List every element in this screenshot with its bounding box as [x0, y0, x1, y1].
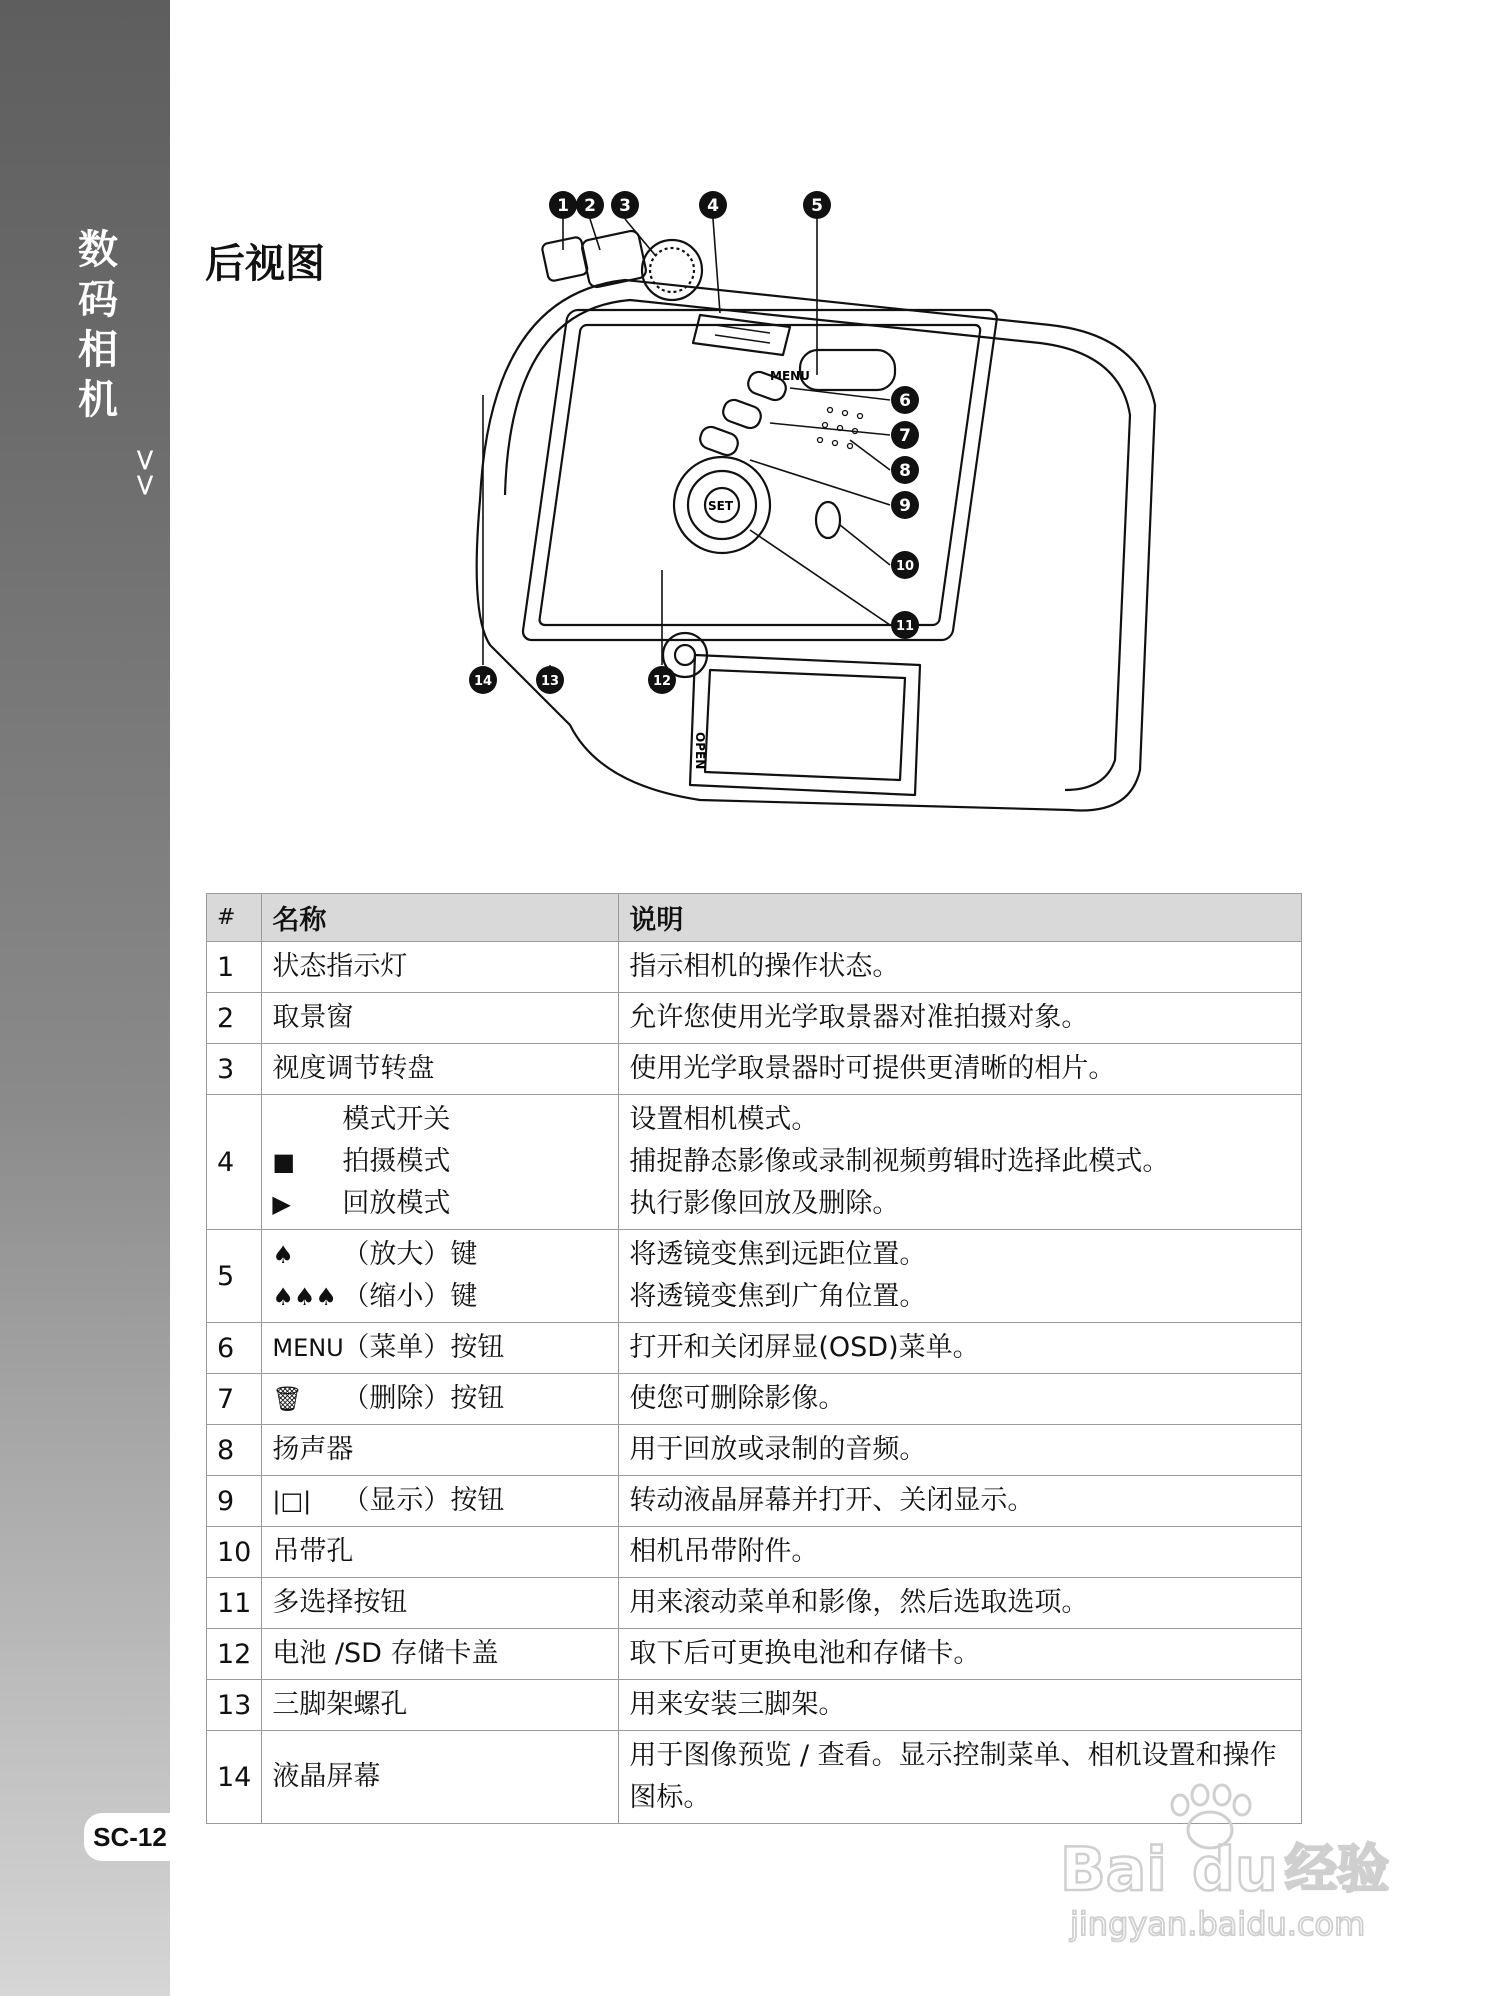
description-text: 打开和关闭屏显(OSD)菜单。 — [629, 1332, 980, 1363]
name-text: 多选择按钮 — [272, 1587, 408, 1618]
name-line — [272, 1531, 608, 1573]
header-description: 说明 — [619, 894, 1302, 942]
name-line — [272, 1099, 608, 1141]
name-text: 视度调节转盘 — [272, 1053, 435, 1084]
baidu-jingyan-watermark — [1060, 1775, 1440, 1945]
description-text: 用于图像预览 / 查看。显示控制菜单、相机设置和操作图标。 — [629, 1740, 1277, 1813]
description-text: 设置相机模式。 — [629, 1104, 819, 1135]
description-text: 用来安装三脚架。 — [629, 1689, 846, 1720]
description-text: 转动液晶屏幕并打开、关闭显示。 — [629, 1485, 1035, 1516]
row-number: 10 — [207, 1527, 262, 1578]
row-name — [262, 1323, 619, 1374]
callout-10 — [891, 551, 919, 579]
description-text: 指示相机的操作状态。 — [629, 951, 900, 982]
table-row — [207, 1680, 1302, 1731]
svg-text:6: 6 — [899, 391, 911, 411]
row-number: 1 — [207, 942, 262, 993]
svg-text:3: 3 — [619, 196, 631, 216]
table-row — [207, 1374, 1302, 1425]
row-description — [619, 1527, 1302, 1578]
row-description — [619, 1425, 1302, 1476]
row-name — [262, 1044, 619, 1095]
row-number: 11 — [207, 1578, 262, 1629]
row-description — [619, 993, 1302, 1044]
description-text: 执行影像回放及删除。 — [629, 1188, 900, 1219]
table-row — [207, 1044, 1302, 1095]
name-text: （放大）键 — [342, 1239, 478, 1270]
name-text: （菜单）按钮 — [342, 1332, 505, 1363]
set-label: SET — [708, 499, 734, 513]
svg-text:13: 13 — [540, 674, 560, 689]
page-number: SC-12 — [84, 1813, 176, 1861]
row-icon: MENU — [272, 1334, 344, 1362]
row-number: 12 — [207, 1629, 262, 1680]
table-body — [207, 942, 1302, 1824]
display-button — [697, 424, 740, 458]
watermark-cn: 经验 — [1285, 1840, 1390, 1900]
description-text: 使您可删除影像。 — [629, 1383, 846, 1414]
name-text: 模式开关 — [342, 1104, 451, 1135]
row-name — [262, 1680, 619, 1731]
viewfinder — [581, 229, 648, 288]
description-text: 用来滚动菜单和影像，然后选取选项。 — [629, 1587, 1089, 1618]
callout-12 — [648, 666, 676, 694]
callout-7 — [891, 421, 919, 449]
row-name — [262, 1629, 619, 1680]
row-description — [619, 1476, 1302, 1527]
name-text: 扬声器 — [272, 1434, 354, 1465]
name-line — [272, 1633, 608, 1675]
row-number: 9 — [207, 1476, 262, 1527]
name-line — [272, 1048, 608, 1090]
header-name: 名称 — [262, 894, 619, 942]
table-row — [207, 942, 1302, 993]
callout-14 — [469, 666, 497, 694]
table-row — [207, 1629, 1302, 1680]
name-text: 电池 /SD 存储卡盖 — [272, 1638, 499, 1669]
svg-text:5: 5 — [811, 196, 823, 216]
description-text: 使用光学取景器时可提供更清晰的相片。 — [629, 1053, 1116, 1084]
row-description — [619, 1230, 1302, 1323]
description-text: 捕捉静态影像或录制视频剪辑时选择此模式。 — [629, 1146, 1170, 1177]
callout-11 — [891, 611, 919, 639]
row-name — [262, 1527, 619, 1578]
description-text: 取下后可更换电池和存储卡。 — [629, 1638, 981, 1669]
callout-8 — [891, 456, 919, 484]
name-text: （删除）按钮 — [342, 1383, 505, 1414]
svg-text:1: 1 — [557, 196, 569, 216]
row-name — [262, 1476, 619, 1527]
svg-text:9: 9 — [899, 496, 911, 516]
row-number: 7 — [207, 1374, 262, 1425]
watermark-brand: Bai — [1060, 1835, 1167, 1905]
row-name — [262, 1425, 619, 1476]
svg-text:7: 7 — [899, 426, 911, 446]
svg-text:11: 11 — [895, 619, 915, 634]
row-number: 2 — [207, 993, 262, 1044]
name-line — [272, 946, 608, 988]
watermark-brand-suffix: du — [1192, 1835, 1278, 1905]
menu-label: MENU — [770, 369, 810, 383]
row-description — [619, 1680, 1302, 1731]
description-text: 将透镜变焦到远距位置。 — [629, 1239, 927, 1270]
name-line — [272, 1141, 608, 1183]
sidebar-title: 数码相机 — [71, 228, 118, 428]
row-icon: ♠ — [272, 1241, 294, 1269]
name-line — [272, 1327, 608, 1369]
row-description — [619, 1044, 1302, 1095]
strap-eyelet — [816, 502, 840, 538]
row-icon: |□| — [272, 1487, 312, 1515]
name-text: （缩小）键 — [342, 1281, 478, 1312]
table-row — [207, 1323, 1302, 1374]
header-number: # — [207, 894, 262, 942]
row-icon: ■ — [272, 1148, 296, 1176]
description-text: 相机吊带附件。 — [629, 1536, 819, 1567]
row-name — [262, 1374, 619, 1425]
name-line — [272, 1480, 608, 1522]
name-line — [272, 1684, 608, 1726]
delete-button — [720, 397, 763, 431]
row-description — [619, 1095, 1302, 1230]
callout-3 — [611, 191, 639, 219]
battery-door — [690, 655, 920, 795]
camera-body — [477, 280, 1155, 811]
row-number: 14 — [207, 1731, 262, 1824]
name-text: 吊带孔 — [272, 1536, 354, 1567]
sidebar-arrows: >> — [127, 447, 163, 498]
zoom-button — [800, 350, 895, 390]
svg-text:8: 8 — [899, 461, 911, 481]
callout-1 — [549, 191, 577, 219]
table-header-row — [207, 894, 1302, 942]
name-text: （显示）按钮 — [342, 1485, 505, 1516]
description-text: 用于回放或录制的音频。 — [629, 1434, 927, 1465]
name-line — [272, 1582, 608, 1624]
row-number: 8 — [207, 1425, 262, 1476]
row-number: 6 — [207, 1323, 262, 1374]
page-title: 后视图 — [205, 241, 325, 287]
svg-text:10: 10 — [895, 559, 915, 574]
name-line — [272, 1378, 608, 1420]
table-row — [207, 1527, 1302, 1578]
row-description — [619, 942, 1302, 993]
row-description — [619, 1629, 1302, 1680]
description-text: 将透镜变焦到广角位置。 — [629, 1281, 927, 1312]
name-line — [272, 997, 608, 1039]
row-name — [262, 1731, 619, 1824]
table-row — [207, 993, 1302, 1044]
name-text: 状态指示灯 — [272, 951, 408, 982]
row-name — [262, 993, 619, 1044]
row-description — [619, 1323, 1302, 1374]
sidebar — [0, 0, 170, 1996]
description-text: 允许您使用光学取景器对准拍摄对象。 — [629, 1002, 1089, 1033]
callout-6 — [891, 386, 919, 414]
row-description — [619, 1374, 1302, 1425]
watermark-url: jingyan.baidu.com — [1070, 1905, 1366, 1943]
svg-text:14: 14 — [473, 674, 493, 689]
row-name — [262, 1578, 619, 1629]
row-name — [262, 1230, 619, 1323]
name-line — [272, 1183, 608, 1225]
callout-13 — [536, 666, 564, 694]
name-line — [272, 1276, 608, 1318]
row-icon: 🗑 — [272, 1385, 303, 1413]
camera-rear-diagram — [450, 196, 1250, 855]
callout-2 — [576, 191, 604, 219]
callout-5 — [803, 191, 831, 219]
name-line — [272, 1429, 608, 1471]
name-line — [272, 1756, 608, 1798]
name-text: 拍摄模式 — [342, 1146, 451, 1177]
callout-9 — [891, 491, 919, 519]
row-number: 3 — [207, 1044, 262, 1095]
callout-4 — [699, 191, 727, 219]
table-row — [207, 1476, 1302, 1527]
svg-text:2: 2 — [584, 196, 596, 216]
row-description — [619, 1578, 1302, 1629]
status-led — [541, 236, 588, 281]
row-number: 4 — [207, 1095, 262, 1230]
name-text: 三脚架螺孔 — [272, 1689, 408, 1720]
table-row — [207, 1578, 1302, 1629]
name-line — [272, 1234, 608, 1276]
row-number: 13 — [207, 1680, 262, 1731]
table-row — [207, 1095, 1302, 1230]
table-row — [207, 1230, 1302, 1323]
parts-table — [206, 893, 1302, 1824]
row-number: 5 — [207, 1230, 262, 1323]
name-text: 取景窗 — [272, 1002, 354, 1033]
name-text: 液晶屏幕 — [272, 1761, 381, 1792]
row-name — [262, 942, 619, 993]
table-row — [207, 1425, 1302, 1476]
name-text: 回放模式 — [342, 1188, 451, 1219]
row-name — [262, 1095, 619, 1230]
open-label: OPEN — [693, 732, 707, 770]
mode-switch — [693, 315, 790, 355]
svg-text:12: 12 — [652, 674, 672, 689]
svg-text:4: 4 — [707, 196, 719, 216]
row-icon: ▶ — [272, 1190, 291, 1218]
row-icon: ♠♠♠ — [272, 1283, 337, 1311]
